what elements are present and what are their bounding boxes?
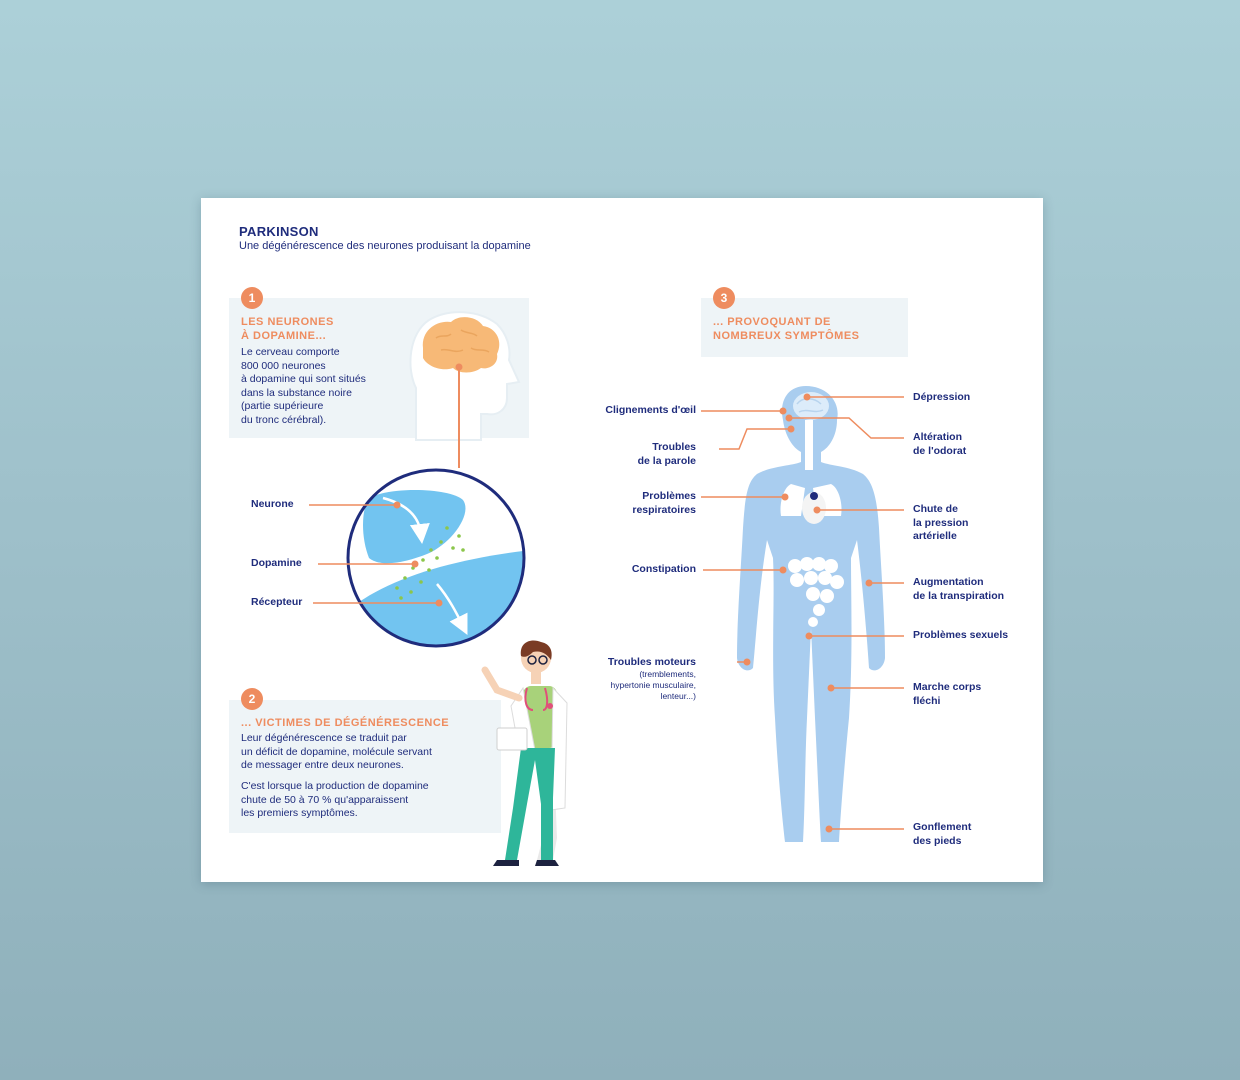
section1-body: Le cerveau comporte 800 000 neurones à dopamine qui sont situés dans la substance noire (partie supérieure du tronc cérébral).	[241, 346, 366, 426]
section1-heading: LES NEURONES À DOPAMINE...	[241, 316, 334, 342]
page-subtitle: Une dégénérescence des neurones produisant la dopamine	[239, 240, 531, 252]
synapse-illustration	[309, 470, 531, 658]
symptom-pression: Chute de la pression artérielle	[913, 503, 969, 542]
symptom-constipation: Constipation	[631, 563, 696, 575]
symptom-moteurs: Troubles moteurs	[607, 656, 696, 668]
page-title: PARKINSON	[239, 224, 319, 239]
symptom-clignements: Clignements d'œil	[605, 404, 696, 416]
infographic-card	[201, 198, 1043, 882]
section2-heading: ... VICTIMES DE DÉGÉNÉRESCENCE	[241, 717, 450, 729]
symptom-depression: Dépression	[913, 391, 971, 403]
symptom-parole: Troubles de la parole	[637, 441, 696, 467]
body-illustration	[737, 386, 885, 842]
symptom-odorat: Altération de l'odorat	[913, 431, 967, 457]
label-dopamine: Dopamine	[251, 557, 302, 569]
section2-number-badge: 2	[241, 688, 263, 710]
symptom-moteurs-detail: (tremblements, hypertonie musculaire, lenteur...)	[610, 669, 696, 701]
label-recepteur: Récepteur	[251, 596, 303, 608]
head-illustration	[410, 312, 519, 468]
section3-heading: ... PROVOQUANT DE NOMBREUX SYMPTÔMES	[713, 316, 860, 342]
section1-number-badge: 1	[241, 287, 263, 309]
symptom-marche: Marche corps fléchi	[913, 681, 982, 707]
section2-body-2: C'est lorsque la production de dopamine chute de 50 à 70 % qu'apparaissent les premiers symptômes.	[241, 780, 429, 819]
label-neurone: Neurone	[251, 498, 294, 510]
symptom-transpiration: Augmentation de la transpiration	[913, 576, 1005, 602]
section2-body-1: Leur dégénérescence se traduit par un déficit de dopamine, molécule servant de messager entre deux neurones.	[241, 732, 432, 771]
symptom-sexuels: Problèmes sexuels	[913, 629, 1009, 641]
symptom-respiratoires: Problèmes respiratoires	[632, 490, 696, 516]
symptom-pieds: Gonflement des pieds	[913, 821, 972, 847]
section3-number-badge: 3	[713, 287, 735, 309]
